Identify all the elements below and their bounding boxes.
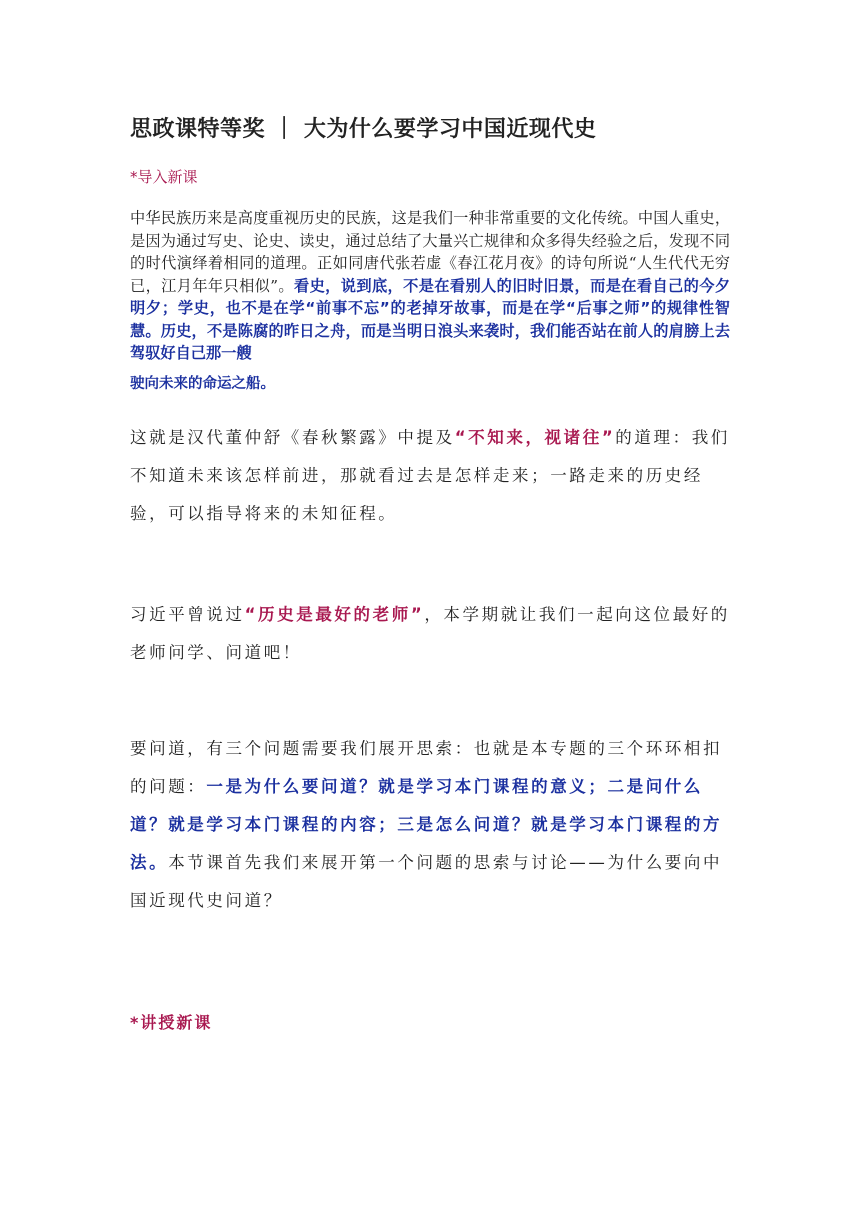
questions-emphasis: 一是为什么要问道？就是学习本门课程的意义；二是问什么道？就是学习本门课程的内容；三是怎么问道？就是学习本门课程的方法。 — [130, 777, 723, 872]
page-title: 思政课特等奖 ｜ 大为什么要学习中国近现代史 — [130, 117, 597, 142]
paragraph-text: ，本学期就让我们一起向这位最好的老师问学、问道吧！ — [130, 605, 730, 662]
paragraph-three-questions — [130, 730, 730, 920]
quote-highlight: “历史是最好的老师” — [244, 605, 425, 624]
intro-paragraph — [130, 207, 730, 395]
paragraph-text: 的道理：我们不知道未来该怎样前进，那就看过去是怎样走来；一路走来的历史经验，可以指导将来的未知征程。 — [130, 428, 730, 523]
paragraph-best-teacher — [130, 596, 730, 672]
intro-emphasis: 看史，说到底，不是在看别人的旧时旧景，而是在看自己的今夕明夕；学史，也不是在学“前事不忘”的老掉牙故事，而是在学“后事之师”的规律性智慧。历史，不是陈腐的昨日之舟，而是当明日浪头来袭时，我们能否站在前人的肩膀上去驾驭好自己那一艘 — [130, 276, 731, 362]
section-label-intro: *导入新课 — [130, 168, 198, 186]
paragraph-text: 习近平曾说过 — [130, 605, 245, 624]
section-label-lecture: *讲授新课 — [130, 1013, 213, 1032]
intro-emphasis-end: 驶向未来的命运之船。 — [130, 375, 275, 392]
paragraph-text: 要问道，有三个问题需要我们展开思索：也就是本专题的三个环环相扣的问题： — [130, 739, 723, 796]
paragraph-dong-zhongshu — [130, 419, 730, 533]
intro-text: 中华民族历来是高度重视历史的民族，这是我们一种非常重要的文化传统。中国人重史，是因为通过写史、论史、读史，通过总结了大量兴亡规律和众多得失经验之后，发现不同的时代演绎着相同的道理。正如同唐代张若虚《春江花月夜》的诗句所说“人生代代无穷已，江月年年只相似”。 — [130, 209, 730, 295]
paragraph-text: 本节课首先我们来展开第一个问题的思索与讨论——为什么要向中国近现代史问道？ — [130, 853, 723, 910]
quote-highlight: “不知来，视诸往” — [454, 428, 616, 447]
paragraph-text: 这就是汉代董仲舒《春秋繁露》中提及 — [130, 428, 455, 447]
